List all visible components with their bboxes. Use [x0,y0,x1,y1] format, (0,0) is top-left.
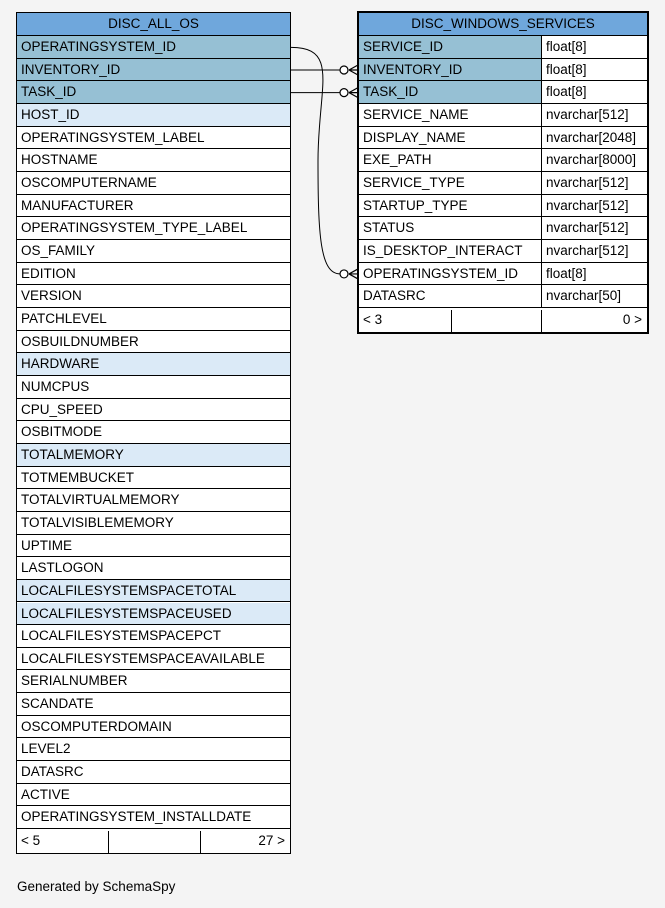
column-name: OPERATINGSYSTEM_ID [21,39,177,54]
optional-circle-task-id [340,89,348,97]
column-row-edition[interactable] [17,263,290,286]
column-row-active[interactable] [17,784,290,807]
column-row-patchlevel[interactable] [17,308,290,331]
table-title[interactable]: DISC_ALL_OS [17,13,290,36]
column-name: LOCALFILESYSTEMSPACEUSED [21,605,232,621]
column-row-localfilesystemspaceavailable[interactable] [17,648,290,671]
footer-middle [109,831,201,853]
relationship-line-operatingsystem-id [291,47,340,274]
column-name: LOCALFILESYSTEMSPACEPCT [21,628,222,644]
column-row-oscomputername[interactable] [17,172,290,195]
column-type: float[8] [542,81,647,103]
column-row-hardware[interactable] [17,353,290,376]
column-name: STARTUP_TYPE [359,195,542,217]
column-row-task-id[interactable] [359,81,647,104]
column-row-status[interactable] [359,217,647,240]
column-name: OSCOMPUTERNAME [21,174,157,190]
column-row-operatingsystem-id[interactable] [359,263,647,286]
table-disc-all-os[interactable] [16,12,291,854]
column-name: SERVICE_NAME [359,104,542,126]
column-row-service-type[interactable] [359,172,647,195]
column-name: ACTIVE [21,786,70,802]
footer-left: < 3 [359,310,452,332]
column-name: HARDWARE [21,356,100,372]
column-name: HOST_ID [21,106,80,122]
column-row-lastlogon[interactable] [17,557,290,580]
column-row-exe-path[interactable] [359,149,647,172]
column-row-localfilesystemspaceused[interactable] [17,603,290,626]
column-row-uptime[interactable] [17,535,290,558]
optional-circle-operatingsystem-id [340,270,348,278]
column-type: nvarchar[512] [542,104,647,126]
column-row-inventory-id[interactable] [17,59,290,82]
column-name: NUMCPUS [21,378,90,394]
column-row-totalvisiblememory[interactable] [17,512,290,535]
column-type: nvarchar[512] [542,240,647,262]
column-name: TASK_ID [21,84,77,100]
column-row-is-desktop-interact[interactable] [359,240,647,263]
column-type: float[8] [542,36,647,58]
column-name: HOSTNAME [21,152,98,168]
column-name: TOTALVIRTUALMEMORY [21,492,180,508]
column-row-task-id[interactable] [17,81,290,104]
column-name: OSBITMODE [21,424,103,440]
column-row-datasrc[interactable] [359,285,647,308]
column-name: SERIALNUMBER [21,673,128,689]
column-type: nvarchar[512] [542,217,647,239]
column-name: OPERATINGSYSTEM_INSTALLDATE [21,809,252,825]
column-name: TOTMEMBUCKET [21,469,135,485]
column-name: LOCALFILESYSTEMSPACETOTAL [21,582,237,598]
column-row-inventory-id[interactable] [359,59,647,82]
column-row-operatingsystem-type-label[interactable] [17,217,290,240]
column-row-hostname[interactable] [17,149,290,172]
column-name: STATUS [359,217,542,239]
column-name: PATCHLEVEL [21,310,107,326]
column-row-level2[interactable] [17,738,290,761]
column-name: OS_FAMILY [21,242,96,258]
column-type: nvarchar[8000] [542,149,647,171]
column-row-manufacturer[interactable] [17,195,290,218]
column-name: MANUFACTURER [21,197,134,213]
column-name: INVENTORY_ID [21,61,121,77]
column-name: OPERATINGSYSTEM_ID [359,263,542,285]
column-row-operatingsystem-installdate[interactable] [17,806,290,829]
column-name: TOTALMEMORY [21,446,124,462]
column-name: DISPLAY_NAME [359,127,542,149]
column-row-numcpus[interactable] [17,376,290,399]
column-name: LASTLOGON [21,560,104,576]
footer-right: 27 > [258,833,285,848]
column-name: SERVICE_ID [359,36,542,58]
column-row-host-id[interactable] [17,104,290,127]
column-row-osbitmode[interactable] [17,421,290,444]
table-disc-windows-services[interactable] [357,11,649,334]
column-type: float[8] [542,263,647,285]
column-name: LEVEL2 [21,741,71,757]
column-name: SCANDATE [21,696,94,712]
column-row-cpu-speed[interactable] [17,399,290,422]
column-row-display-name[interactable] [359,127,647,150]
column-type: nvarchar[50] [542,285,647,307]
column-name: OSCOMPUTERDOMAIN [21,718,172,734]
optional-circle-inventory-id [340,66,348,74]
column-name: INVENTORY_ID [359,59,542,81]
footer-middle [452,310,542,332]
column-row-totmembucket[interactable] [17,467,290,490]
column-row-serialnumber[interactable] [17,670,290,693]
column-row-startup-type[interactable] [359,195,647,218]
column-row-version[interactable] [17,285,290,308]
table-title[interactable]: DISC_WINDOWS_SERVICES [359,13,647,36]
column-name: DATASRC [359,285,542,307]
footer-right: 0 > [622,312,642,327]
footer-left: < 5 [17,831,109,853]
column-row-totalvirtualmemory[interactable] [17,489,290,512]
column-name: OSBUILDNUMBER [21,333,139,349]
column-name: SERVICE_TYPE [359,172,542,194]
column-row-operatingsystem-id[interactable] [17,36,290,59]
column-type: float[8] [542,59,647,81]
column-row-service-name[interactable] [359,104,647,127]
table-footer [359,310,647,332]
column-row-service-id[interactable] [359,36,647,59]
column-row-os-family[interactable] [17,240,290,263]
column-name: CPU_SPEED [21,401,103,417]
column-name: EXE_PATH [359,149,542,171]
column-row-osbuildnumber[interactable] [17,331,290,354]
column-row-scandate[interactable] [17,693,290,716]
column-row-oscomputerdomain[interactable] [17,716,290,739]
column-name: DATASRC [21,764,84,780]
column-name: UPTIME [21,537,73,553]
column-row-operatingsystem-label[interactable] [17,127,290,150]
column-name: TASK_ID [359,81,542,103]
generated-by-label: Generated by SchemaSpy [17,879,176,894]
table-footer [17,831,290,853]
column-row-localfilesystemspacetotal[interactable] [17,580,290,603]
column-type: nvarchar[512] [542,172,647,194]
column-name: EDITION [21,265,76,281]
column-type: nvarchar[512] [542,195,647,217]
column-row-datasrc[interactable] [17,761,290,784]
column-name: OPERATINGSYSTEM_TYPE_LABEL [21,220,248,236]
column-name: OPERATINGSYSTEM_LABEL [21,129,205,145]
column-name: IS_DESKTOP_INTERACT [359,240,542,262]
column-type: nvarchar[2048] [542,127,647,149]
column-row-totalmemory[interactable] [17,444,290,467]
column-row-localfilesystemspacepct[interactable] [17,625,290,648]
column-name: TOTALVISIBLEMEMORY [21,514,174,530]
column-name: LOCALFILESYSTEMSPACEAVAILABLE [21,650,265,666]
column-name: VERSION [21,288,82,304]
